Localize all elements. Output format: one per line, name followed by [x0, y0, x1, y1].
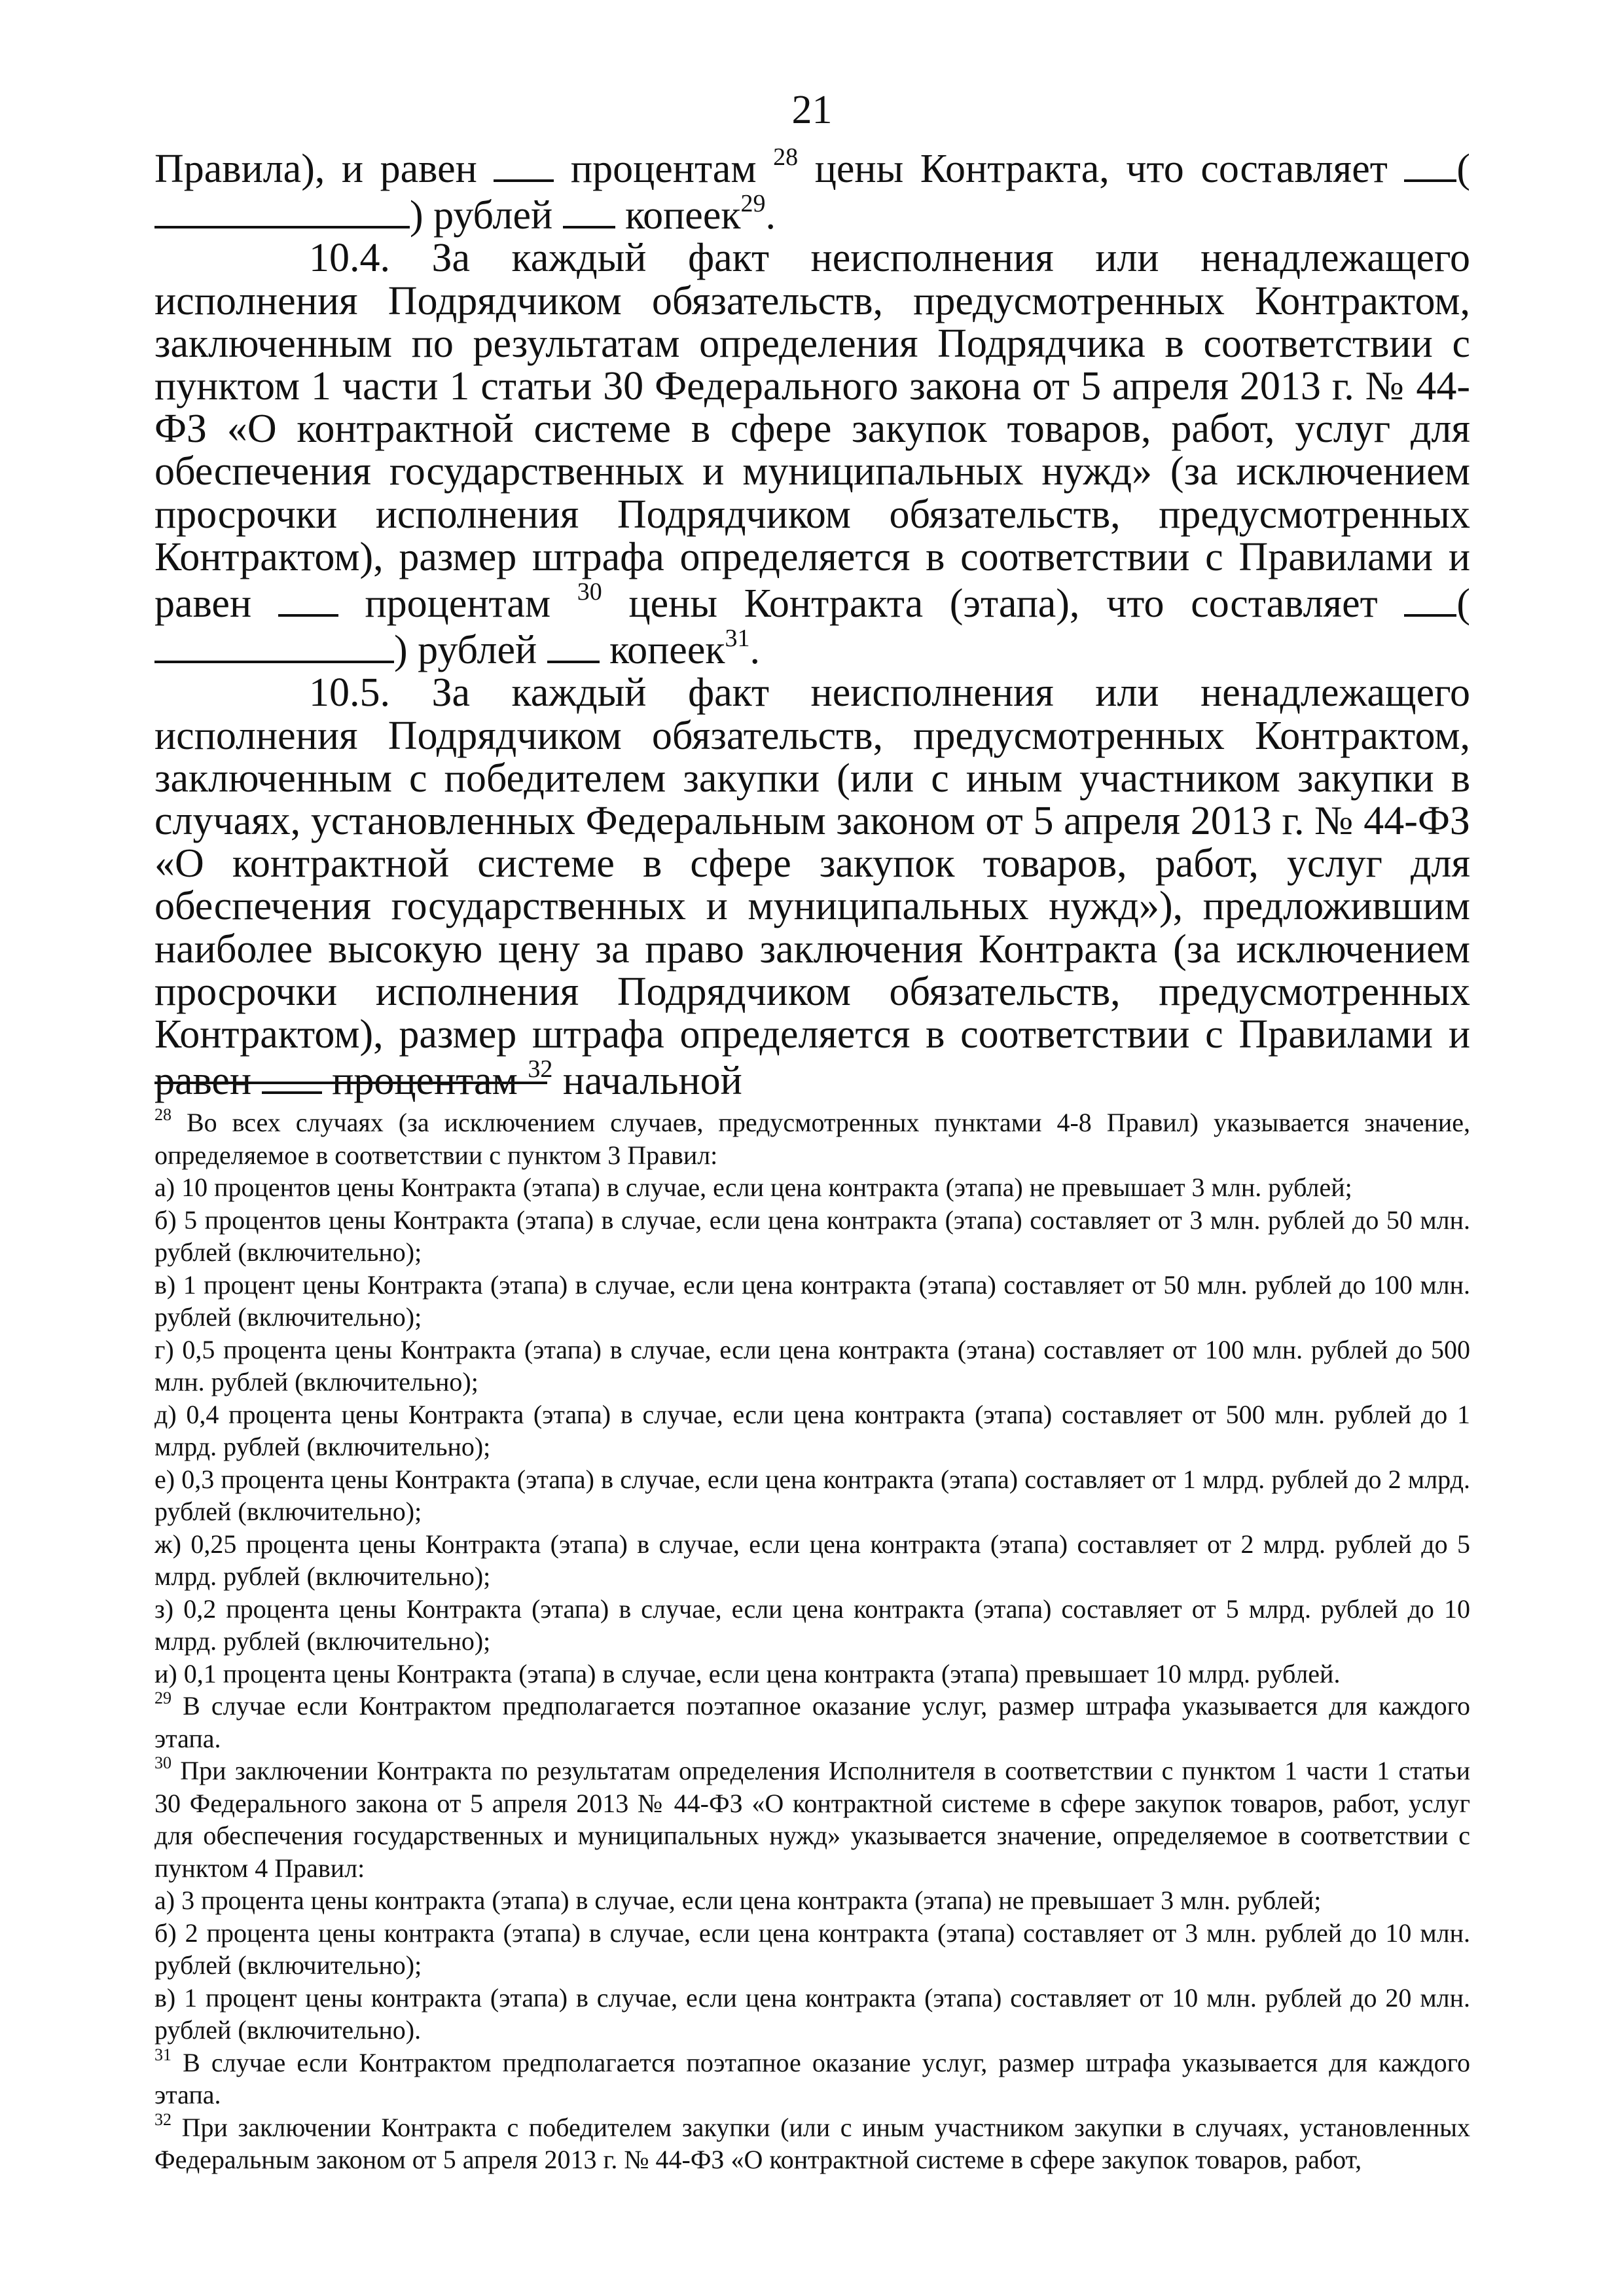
kopeks-blank [563, 191, 615, 228]
footnote-28-item: ж) 0,25 процента цены Контракта (этапа) в случае, если цена контракта (этапа) составляет от 2 млрд. рублей до 5 млрд. рублей (включительно); [154, 1529, 1470, 1591]
clause-10-5-text-2: процентам [332, 1059, 518, 1104]
lead-text-7: . [765, 193, 776, 238]
footnote-30 [154, 1755, 1470, 1884]
percent-blank [278, 579, 338, 617]
lead-text-2: процентам [570, 147, 757, 191]
clause-10-4-text: 10.4. За каждый факт неисполнения или ненадлежащего исполнения Подрядчиком обязательств, предусмотренных Контрактом, заключенным по результатам определения Подрядчика в соответствии с пунктом 1 части 1 статьи 30 Федерального закона от 5 апреля 2013 г. № 44-ФЗ «О контрактной системе в сфере закупок товаров, работ, услуг для обеспечения государственных и муниципальных нужд» (за исключением просрочки исполнения Подрядчиком обязательств, предусмотренных Контрактом), размер штрафа определяется в соответствии с Правилами и равен [154, 236, 1470, 627]
footnote-28-item: д) 0,4 процента цены Контракта (этапа) в случае, если цена контракта (этапа) составляет от 500 млн. рублей до 1 млрд. рублей (включительно); [154, 1399, 1470, 1461]
footnote-ref-32: 32 [528, 1055, 553, 1084]
lead-text-4: ( [1456, 147, 1471, 191]
footnote-30-item: в) 1 процент цены контракта (этапа) в случае, если цена контракта (этапа) составляет от 10 млн. рублей до 20 млн. рублей (включительно). [154, 1982, 1470, 2045]
footnote-number-28: 28 [154, 1105, 171, 1124]
footnote-31-text: В случае если Контрактом предполагается поэтапное оказание услуг, размер штрафа указывается для каждого этапа. [154, 2047, 1471, 2109]
footnote-number-30: 30 [154, 1753, 171, 1772]
footnote-28-item: а) 10 процентов цены Контракта (этапа) в случае, если цена контракта (этапа) не превышает 3 млн. рублей; [154, 1173, 1352, 1202]
clause-10-4-text-5: ) рублей [394, 628, 537, 673]
clause-10-4-text-6: копеек [609, 628, 725, 673]
lead-text-1: Правила), и равен [154, 147, 477, 191]
kopeks-blank [547, 625, 600, 663]
footnote-ref-28: 28 [773, 143, 799, 171]
footnote-30-item: б) 2 процента цены контракта (этапа) в случае, если цена контракта (этапа) составляет от 3 млн. рублей до 10 млн. рублей (включительно); [154, 1918, 1470, 1980]
footnote-28-item: е) 0,3 процента цены Контракта (этапа) в случае, если цена контракта (этапа) составляет от 1 млрд. рублей до 2 млрд. рублей (включительно); [154, 1464, 1470, 1526]
footnote-30-item: а) 3 процента цены контракта (этапа) в случае, если цена контракта (этапа) не превышает 3 млн. рублей; [154, 1886, 1322, 1915]
footnote-28-item: в) 1 процент цены Контракта (этапа) в случае, если цена контракта (этапа) составляет от 50 млн. рублей до 100 млн. рублей (включительно); [154, 1269, 1470, 1332]
footnote-number-31: 31 [154, 2045, 171, 2064]
main-text [154, 144, 1470, 1102]
footnote-28-item: з) 0,2 процента цены Контракта (этапа) в случае, если цена контракта (этапа) составляет от 5 млрд. рублей до 10 млрд. рублей (включительно); [154, 1594, 1470, 1656]
footnote-30-text: При заключении Контракта по результатам определения Исполнителя в соответствии с пунктом 1 части 1 статьи 30 Федерального закона от 5 апреля 2013 № 44-ФЗ «О контрактной системе в сфере закупок товаров, работ, услуг для обеспечения государственных и муниципальных нужд» указывается значение, определяемое в соответствии с пунктом 4 Правил: [154, 1756, 1471, 1883]
percent-blank [494, 144, 554, 182]
amount-words-blank [154, 625, 394, 663]
clause-10-5-text: 10.5. За каждый факт неисполнения или ненадлежащего исполнения Подрядчиком обязательств, предусмотренных Контрактом, заключенным с победителем закупки (или с иным участником закупки в случаях, установленных Федеральным законом от 5 апреля 2013 г. № 44-ФЗ «О контрактной системе в сфере закупок товаров, работ, услуг для обеспечения государственных и муниципальных нужд»), предложившим наиболее высокую цену за право заключения Контракта (за исключением просрочки исполнения Подрядчиком обязательств, предусмотренных Контрактом), размер штрафа определяется в соответствии с Правилами и равен [154, 670, 1470, 1104]
footnote-ref-30: 30 [577, 578, 602, 606]
footnote-number-32: 32 [154, 2109, 171, 2129]
footnote-28-item: б) 5 процентов цены Контракта (этапа) в случае, если цена контракта (этапа) составляет от 3 млн. рублей до 50 млн. рублей (включительно); [154, 1205, 1470, 1267]
amount-blank [1404, 579, 1456, 617]
footnote-28-text: Во всех случаях (за исключением случаев, предусмотренных пунктами 4-8 Правил) указывается значение, определяемое в соответствии с пунктом 3 Правил: [154, 1108, 1470, 1170]
footnote-28 [154, 1106, 1470, 1171]
amount-words-blank [154, 191, 410, 228]
footnotes [154, 1106, 1470, 2176]
footnote-ref-31: 31 [725, 625, 750, 653]
clause-10-4-text-2: процентам [365, 581, 551, 627]
lead-text-6: копеек [625, 193, 741, 238]
footnote-31 [154, 2047, 1470, 2111]
clause-10-4 [154, 237, 1470, 672]
clause-10-4-text-4: ( [1456, 581, 1470, 627]
footnote-number-29: 29 [154, 1688, 171, 1707]
clause-10-4-text-7: . [749, 628, 760, 673]
clause-10-5-text-3: начальной [562, 1059, 742, 1104]
lead-paragraph [154, 144, 1470, 237]
footnote-29-text: В случае если Контрактом предполагается поэтапное оказание услуг, размер штрафа указывается для каждого этапа. [154, 1691, 1471, 1753]
footnote-29 [154, 1690, 1470, 1755]
footnote-separator [154, 1082, 547, 1084]
lead-text-3: цены Контракта, что составляет [814, 147, 1388, 191]
clause-10-5 [154, 672, 1470, 1102]
lead-text-5: ) рублей [410, 193, 553, 238]
footnote-ref-29: 29 [740, 190, 766, 218]
page-number: 21 [791, 88, 833, 132]
footnote-28-item: г) 0,5 процента цены Контракта (этапа) в случае, если цена контракта (этана) составляет от 100 млн. рублей до 500 млн. рублей (включительно); [154, 1334, 1470, 1396]
amount-blank [1404, 144, 1456, 182]
footnote-28-item: и) 0,1 процента цены Контракта (этапа) в случае, если цена контракта (этапа) превышает 10 млрд. рублей. [154, 1658, 1341, 1688]
percent-blank [262, 1056, 322, 1094]
footnote-32-text: При заключении Контракта с победителем закупки (или с иным участником закупки в случаях, установленных Федеральным законом от 5 апреля 2013 г. № 44-ФЗ «О контрактной системе в сфере закупок товаров, работ, [154, 2112, 1471, 2174]
clause-10-4-text-3: цены Контракта (этапа), что составляет [628, 581, 1378, 627]
footnote-32 [154, 2111, 1470, 2176]
